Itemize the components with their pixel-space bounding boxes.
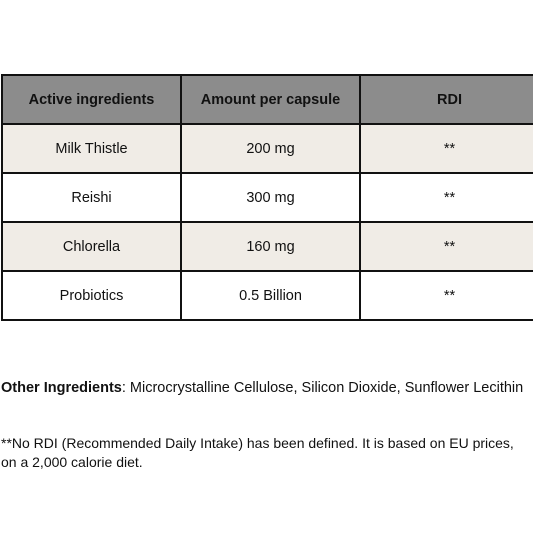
table-row: [2, 222, 533, 271]
amount-cell: 160 mg: [181, 222, 360, 271]
table-row: [2, 271, 533, 320]
table-row: [2, 173, 533, 222]
header-rdi: RDI: [360, 75, 533, 124]
rdi-cell: **: [360, 271, 533, 320]
amount-cell: 300 mg: [181, 173, 360, 222]
rdi-footnote: **No RDI (Recommended Daily Intake) has been defined. It is based on EU prices, on a 2,000 calorie diet.: [1, 435, 514, 470]
ingredient-cell: Probiotics: [2, 271, 181, 320]
rdi-cell: **: [360, 124, 533, 173]
other-ingredients: [1, 378, 526, 398]
amount-cell: 0.5 Billion: [181, 271, 360, 320]
amount-cell: 200 mg: [181, 124, 360, 173]
table-header-row: [2, 75, 533, 124]
ingredients-table: [1, 74, 533, 321]
table-row: [2, 124, 533, 173]
rdi-cell: **: [360, 173, 533, 222]
ingredient-cell: Chlorella: [2, 222, 181, 271]
header-amount-per-capsule: Amount per capsule: [181, 75, 360, 124]
other-ingredients-label: Other Ingredients: [1, 380, 122, 396]
rdi-cell: **: [360, 222, 533, 271]
header-active-ingredients: Active ingredients: [2, 75, 181, 124]
other-ingredients-text: : Microcrystalline Cellulose, Silicon Dioxide, Sunflower Lecithin: [121, 380, 524, 396]
ingredient-cell: Reishi: [2, 173, 181, 222]
ingredient-cell: Milk Thistle: [2, 124, 181, 173]
